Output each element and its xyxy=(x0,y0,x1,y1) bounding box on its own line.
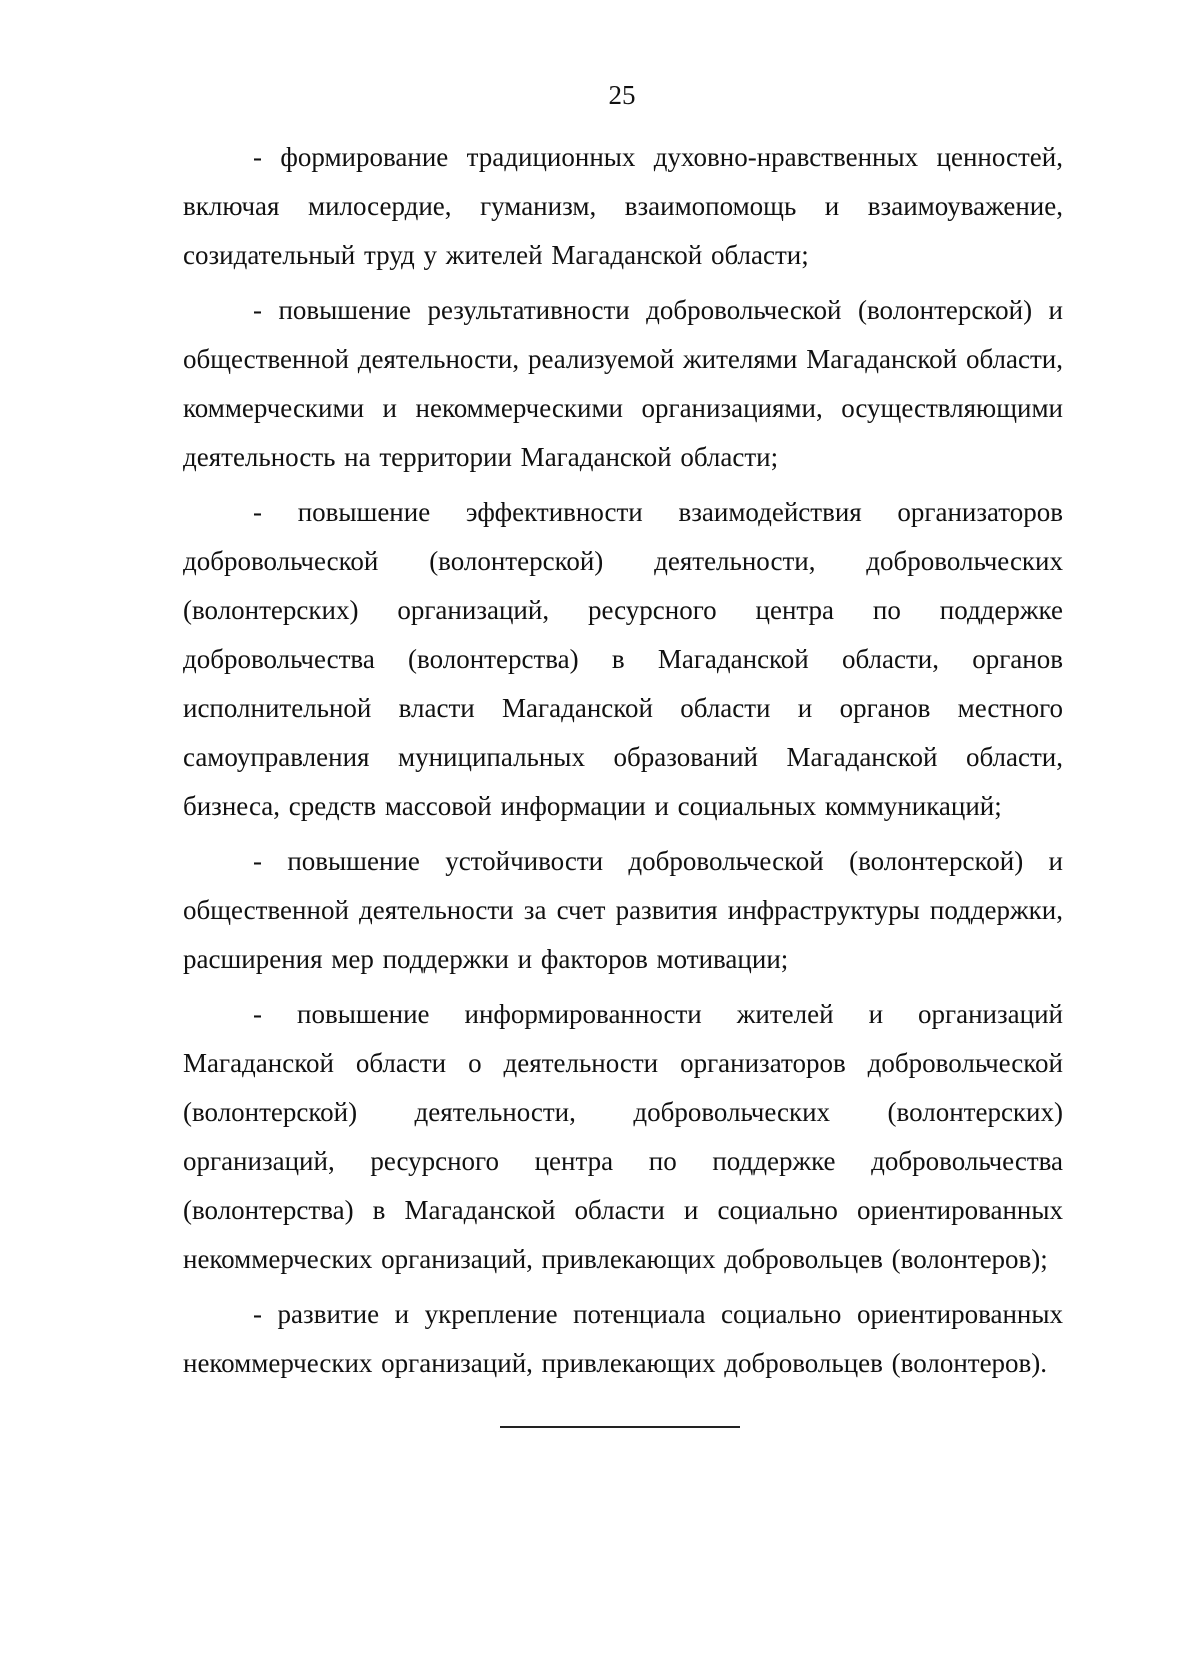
list-item: - развитие и укрепление потенциала социально ориентированных некоммерческих организаций, привлекающих добровольцев (волонтеров). xyxy=(183,1299,1063,1378)
list-item: - повышение информированности жителей и организаций Магаданской области о деятельности организаторов добровольческой (волонтерской) деятельности, добровольческих (волонтерских) организаций, ресурсного центра по поддержке добровольчества (волонтерства) в Магаданской области и социально ориентированных некоммерческих организаций, привлекающих добровольцев (волонтеров); xyxy=(183,999,1063,1274)
list-item: - повышение результативности добровольческой (волонтерской) и общественной деятельности, реализуемой жителями Магаданской области, коммерческими и некоммерческими организациями, осуществляющими деятельность на территории Магаданской области; xyxy=(183,295,1063,472)
list-item: - повышение эффективности взаимодействия организаторов добровольческой (волонтерской) деятельности, добровольческих (волонтерских) организаций, ресурсного центра по поддержке добровольчества (волонтерства) в Магаданской области, органов исполнительной власти Магаданской области и органов местного самоуправления муниципальных образований Магаданской области, бизнеса, средств массовой информации и социальных коммуникаций; xyxy=(183,497,1063,821)
end-divider xyxy=(500,1426,740,1428)
list-item: - повышение устойчивости добровольческой (волонтерской) и общественной деятельности за счет развития инфраструктуры поддержки, расширения мер поддержки и факторов мотивации; xyxy=(183,846,1063,974)
document-body xyxy=(183,133,1063,1394)
list-item: - формирование традиционных духовно-нравственных ценностей, включая милосердие, гуманизм, взаимопомощь и взаимоуважение, созидательный труд у жителей Магаданской области; xyxy=(183,142,1063,270)
page-number: 25 xyxy=(608,80,636,110)
